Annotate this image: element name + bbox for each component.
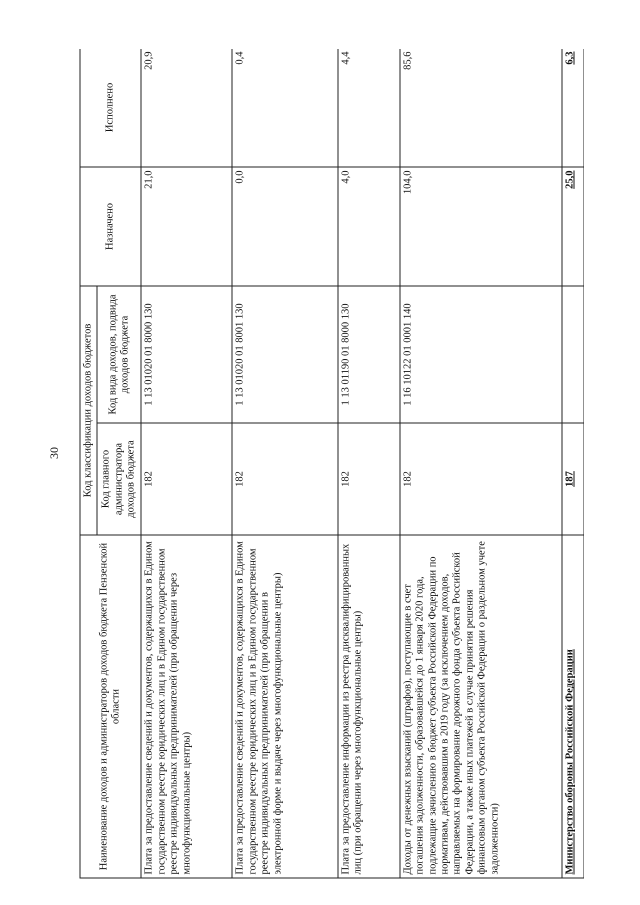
row-name-cell: Плата за предоставление информации из реестра дисквалифицированных лиц (при обращении через многофункциональные центры) <box>338 535 400 878</box>
row-name-cell: Плата за предоставление сведений и документов, содержащихся в Едином государственном реестре юридических лиц и в Едином государственном реестре индивидуальных предпринимателей (при обращении в электронной форме и выдаче через многофункциональные центры) <box>232 535 337 878</box>
rotated-table-area <box>79 49 584 879</box>
row-admin-code-cell: 182 <box>232 423 337 535</box>
row-assigned-cell: 104,0 <box>400 167 563 286</box>
header-classification-group: Код классификации доходов бюджетов <box>80 286 97 535</box>
row-name-cell: Плата за предоставление сведений и документов, содержащихся в Едином государственном реестре юридических лиц и в Едином государственном реестре индивидуальных предпринимателей (при обращении через многофункциональные центры) <box>141 535 232 878</box>
header-admin-code: Код главного администратора доходов бюджета <box>97 423 141 535</box>
row-executed-cell: 20,9 <box>141 49 232 167</box>
table-row <box>338 49 400 878</box>
header-executed: Исполнено <box>80 49 141 167</box>
header-income-code: Код вида доходов, подвида доходов бюджета <box>97 286 141 423</box>
row-income-code-cell: 1 16 10122 01 0001 140 <box>400 286 563 423</box>
row-income-code-cell <box>562 286 584 423</box>
row-name-cell: Доходы от денежных взысканий (штрафов), поступающие в счет погашения задолженности, образовавшейся до 1 января 2020 года, подлежащие зачислению в бюджет субъекта Российской Федерации по нормативам, действовавшим в 2019 году (за исключением доходов, направляемых на формирование дорожного фонда субъекта Российской Федерации, а также иных платежей в случае принятия решения финансовым органом субъекта Российской Федерации о раздельном учете задолженности) <box>400 535 563 878</box>
row-executed-cell: 4,4 <box>338 49 400 167</box>
row-name-cell: Министерство обороны Российской Федерации <box>562 535 584 878</box>
row-executed-cell: 6,3 <box>562 49 584 167</box>
header-assigned: Назначено <box>80 167 141 286</box>
row-admin-code-cell: 182 <box>141 423 232 535</box>
table-row <box>141 49 232 878</box>
budget-income-table <box>80 49 585 879</box>
row-executed-cell: 0,4 <box>232 49 337 167</box>
table-landscape-frame <box>80 49 585 879</box>
row-executed-cell: 85,6 <box>400 49 563 167</box>
row-assigned-cell: 21,0 <box>141 167 232 286</box>
table-row <box>232 49 337 878</box>
row-assigned-cell: 4,0 <box>338 167 400 286</box>
row-admin-code-cell: 182 <box>400 423 563 535</box>
table-row-total <box>562 49 584 878</box>
row-assigned-cell: 25,0 <box>562 167 584 286</box>
row-income-code-cell: 1 13 01190 01 8000 130 <box>338 286 400 423</box>
row-admin-code-cell: 187 <box>562 423 584 535</box>
row-income-code-cell: 1 13 01020 01 8000 130 <box>141 286 232 423</box>
page-number: 30 <box>47 447 61 459</box>
table-row <box>400 49 563 878</box>
row-admin-code-cell: 182 <box>338 423 400 535</box>
row-income-code-cell: 1 13 01020 01 8001 130 <box>232 286 337 423</box>
row-assigned-cell: 0,0 <box>232 167 337 286</box>
header-name: Наименование доходов и администраторов доходов бюджета Пензенской области <box>80 535 141 878</box>
